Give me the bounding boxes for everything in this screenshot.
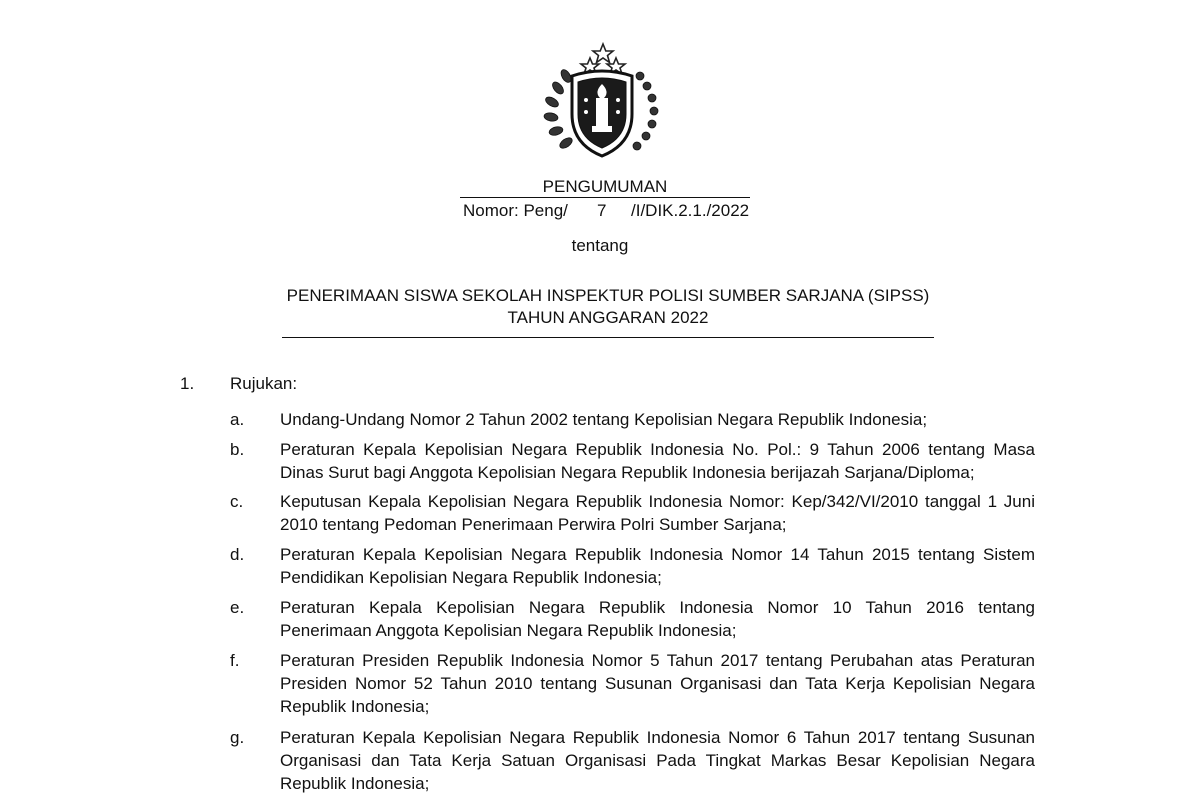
- document-number: [463, 201, 749, 221]
- tentang-label: tentang: [571, 236, 629, 255]
- document-number-suffix: /I/DIK.2.1./2022: [631, 201, 750, 220]
- subject-heading: [282, 285, 934, 329]
- subject-line-1: PENERIMAAN SISWA SEKOLAH INSPEKTUR POLISI SUMBER SARJANA (SIPSS): [286, 286, 930, 305]
- section-title: Rujukan:: [230, 374, 298, 393]
- reference-letter: d.: [230, 545, 245, 564]
- reference-text: Peraturan Kepala Kepolisian Negara Republik Indonesia Nomor 6 Tahun 2017 tentang Susunan Organisasi dan Tata Kerja Satuan Organisasi Pada Tingkat Markas Besar Kepolisian Negara Republik Indonesia;: [280, 728, 1035, 793]
- subject-line-2: TAHUN ANGGARAN 2022: [507, 308, 709, 327]
- subject-divider: [282, 337, 934, 338]
- reference-letter: f.: [230, 651, 240, 670]
- reference-letter: e.: [230, 598, 245, 617]
- reference-text: Peraturan Kepala Kepolisian Negara Republik Indonesia Nomor 10 Tahun 2016 tentang Penerimaan Anggota Kepolisian Negara Republik Indonesia;: [280, 598, 1035, 640]
- reference-letter: b.: [230, 440, 245, 459]
- reference-letter: a.: [230, 410, 245, 429]
- reference-letter: g.: [230, 728, 245, 747]
- section-number: 1.: [180, 374, 195, 393]
- document-number-value: 7: [597, 201, 607, 220]
- reference-text: Peraturan Presiden Republik Indonesia Nomor 5 Tahun 2017 tentang Perubahan atas Peraturan Presiden Nomor 52 Tahun 2010 tentang Susunan Organisasi dan Tata Kerja Kepolisian Negara Republik Indonesia;: [280, 651, 1035, 716]
- reference-text: Peraturan Kepala Kepolisian Negara Republik Indonesia Nomor 14 Tahun 2015 tentang Sistem Pendidikan Kepolisian Negara Republik Indonesia;: [280, 545, 1035, 587]
- page-title: PENGUMUMAN: [460, 177, 750, 198]
- reference-letter: c.: [230, 492, 244, 511]
- police-emblem-icon: [536, 40, 666, 162]
- document-number-prefix: Nomor: Peng/: [463, 201, 568, 220]
- reference-text: Peraturan Kepala Kepolisian Negara Republik Indonesia No. Pol.: 9 Tahun 2006 tentang Masa Dinas Surut bagi Anggota Kepolisian Negara Republik Indonesia berijazah Sarjana/Diploma;: [280, 440, 1035, 482]
- reference-text: Keputusan Kepala Kepolisian Negara Republik Indonesia Nomor: Kep/342/VI/2010 tanggal 1 Juni 2010 tentang Pedoman Penerimaan Perwira Polri Sumber Sarjana;: [280, 492, 1035, 534]
- reference-text: Undang-Undang Nomor 2 Tahun 2002 tentang Kepolisian Negara Republik Indonesia;: [280, 410, 928, 429]
